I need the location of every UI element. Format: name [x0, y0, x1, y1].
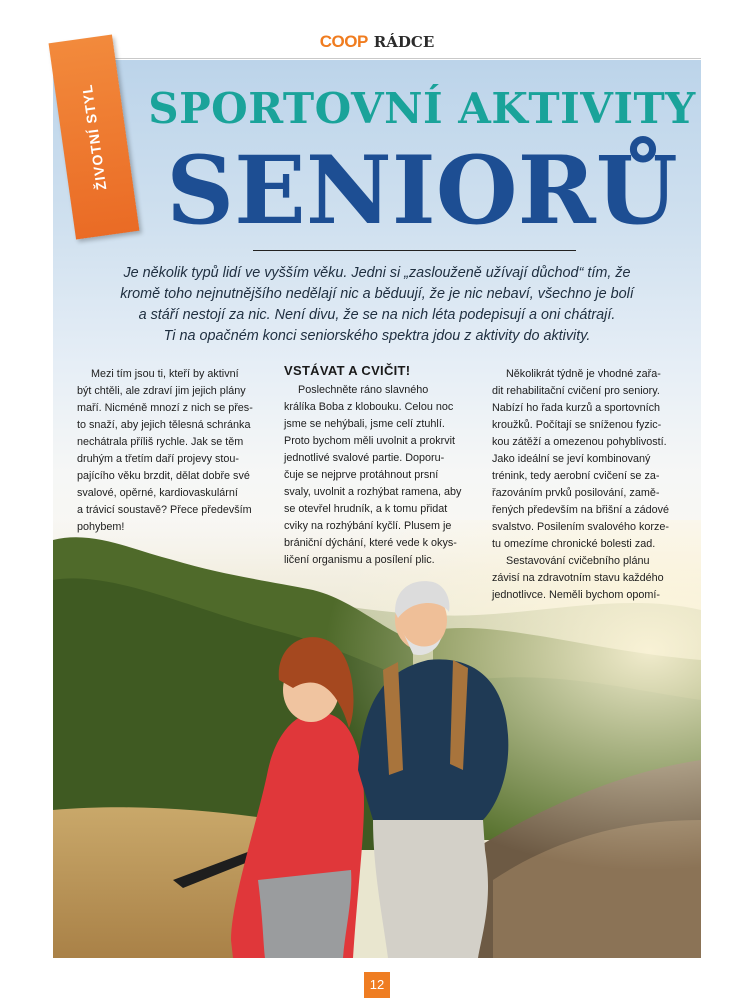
text-line: jednotlivé svalové partie. Doporu- [284, 452, 445, 464]
text-line: to snaží, aby jejich tělesná schránka [77, 419, 251, 431]
text-column-3 [492, 366, 678, 604]
lead-line: kromě toho nejnutnějšího nedělají nic a běduují, že je nic nebaví, všechno je bolí [120, 286, 634, 302]
text-line: Proto bychom měli uvolnit a prokrvit [284, 435, 456, 447]
text-line: brániční dýchání, které vede k okys- [284, 537, 457, 549]
text-line: Několikrát týdně je vhodné zařa- [506, 368, 661, 380]
text-line: čuje se nejprve protáhnout prsní [284, 469, 439, 481]
text-line: tu omezíme chronické bolesti zad. [492, 538, 656, 550]
text-line: závisí na zdravotním stavu každého [492, 572, 664, 584]
paragraph [77, 366, 263, 536]
section-heading: VSTÁVAT A CVIČIT! [284, 363, 411, 378]
text-line: Sestavování cvičebního plánu [506, 555, 650, 567]
text-line: a trávicí soustavě? Přece především [77, 504, 252, 516]
lead-line: a stáří nestojí za nic. Není divu, že se na nich léta podepisují a oni chátrají. [138, 307, 616, 323]
paragraph [492, 366, 678, 553]
coop-logo: COOP [319, 32, 368, 51]
text-line: kroužků. Počítají se sníženou fyzic- [492, 419, 662, 431]
lead-paragraph [90, 263, 664, 347]
text-column-2 [284, 362, 470, 569]
text-line: ličení organismu a posílení plic. [284, 554, 435, 566]
text-line: dit rehabilitační cvičení pro seniory. [492, 385, 660, 397]
text-line: nechátrala příliš rychle. Jak se těm [77, 436, 244, 448]
header-divider [53, 58, 701, 59]
page-number: 12 [364, 972, 390, 998]
brand-name: RÁDCE [373, 33, 435, 51]
paragraph [284, 382, 470, 569]
text-line: řazováním prvků posilování, zamě- [492, 487, 660, 499]
paragraph [492, 553, 678, 604]
text-line: maří. Nicméně mnozí z nich se přes- [77, 402, 253, 414]
text-line: svalstvo. Posilením svalového korze- [492, 521, 670, 533]
lead-line: Je několik typů lidí ve vyšším věku. Jedni si „zaslouženě užívají důchod“ tím, že [123, 265, 631, 281]
text-line: druhým a třetím daří projevy stou- [77, 453, 240, 465]
title-line-2: SENIORŮ [166, 136, 678, 246]
text-line: králíka Boba z klobouku. Celou noc [284, 401, 454, 413]
title-divider [253, 250, 576, 251]
text-line: Poslechněte ráno slavného [298, 384, 429, 396]
section-label: ŽIVOTNÍ STYL [78, 82, 110, 192]
text-line: jsme se nehýbali, jsme celí ztuhlí. [284, 418, 445, 430]
text-line: svalové, opěrné, kardiovaskulární [77, 487, 238, 499]
text-line: pajícího věku brzdit, dělat dobře své [77, 470, 250, 482]
lead-line: Ti na opačném konci seniorského spektra jdou z aktivity do aktivity. [163, 328, 591, 344]
text-line: být chtěli, ale zdraví jim jejich plány [77, 385, 246, 397]
text-line: Jako ideální se jeví kombinovaný [492, 453, 651, 465]
text-line: pohybem! [77, 521, 125, 533]
text-line: trénink, tedy aerobní cvičení se za- [492, 470, 660, 482]
brand [320, 32, 435, 52]
text-line: jednotlivce. Neměli bychom opomí- [492, 589, 661, 601]
text-line: kou zátěží a omezenou pohyblivostí. [492, 436, 667, 448]
text-line: Mezi tím jsou ti, kteří by aktivní [91, 368, 239, 380]
title-line-1: SPORTOVNÍ AKTIVITY [148, 84, 696, 133]
text-line: Nabízí ho řada kurzů a sportovních [492, 402, 661, 414]
text-line: svaly, uvolnit a rozhýbat ramena, aby [284, 486, 462, 498]
text-line: řených především na břišní a zádové [492, 504, 670, 516]
text-line: cviky na rozhýbání kyčlí. Plusem je [284, 520, 452, 532]
text-column-1 [77, 366, 263, 536]
text-line: se otevřel hrudník, a k tomu přidat [284, 503, 448, 515]
